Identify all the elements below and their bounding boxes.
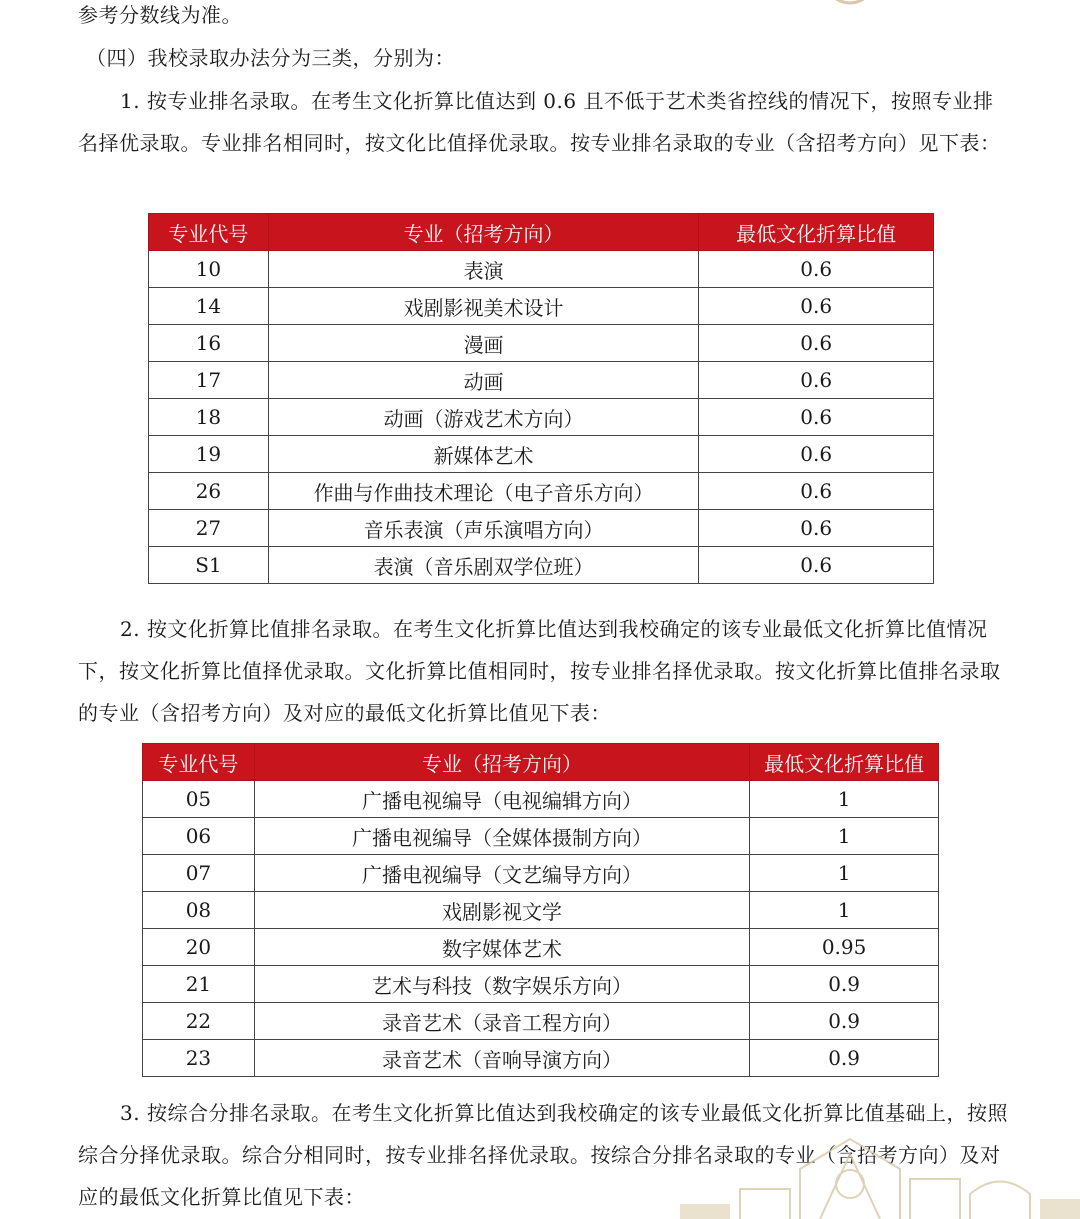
table-row [149,547,934,584]
section-heading: （四）我校录取办法分为三类，分别为： [86,46,455,70]
table-row [149,251,934,288]
table-row [143,929,939,966]
table-row [143,1003,939,1040]
table-row [149,510,934,547]
table-row [143,855,939,892]
cell-min-ratio: 0.6 [699,251,934,288]
table-row [149,436,934,473]
cell-min-ratio: 0.6 [699,362,934,399]
column-header-code: 专业代号 [143,744,255,781]
table-row [143,1040,939,1077]
cell-major: 数字媒体艺术 [254,929,749,966]
cell-code: 23 [143,1040,255,1077]
method-1-paragraph: 1. 按专业排名录取。在考生文化折算比值达到 0.6 且不低于艺术类省控线的情况下，按照专业排名择优录取。专业排名相同时，按文化比值择优录取。按专业排名录取的专业（含招考方向）见下表： [78,89,1001,155]
table-row [149,325,934,362]
cell-major: 作曲与作曲技术理论（电子音乐方向） [268,473,698,510]
cell-code: 18 [149,399,269,436]
table-row [143,818,939,855]
cell-code: 08 [143,892,255,929]
cell-major: 音乐表演（声乐演唱方向） [268,510,698,547]
cell-major: 广播电视编导（全媒体摄制方向） [254,818,749,855]
cell-major: 动画 [268,362,698,399]
cell-code: 27 [149,510,269,547]
cell-major: 戏剧影视文学 [254,892,749,929]
cell-code: 20 [143,929,255,966]
cell-major: 录音艺术（音响导演方向） [254,1040,749,1077]
cell-min-ratio: 1 [750,781,939,818]
cell-code: 22 [143,1003,255,1040]
cell-min-ratio: 0.6 [699,510,934,547]
cell-major: 广播电视编导（文艺编导方向） [254,855,749,892]
column-header-min-ratio: 最低文化折算比值 [750,744,939,781]
table-row [143,781,939,818]
cell-major: 动画（游戏艺术方向） [268,399,698,436]
cell-min-ratio: 1 [750,892,939,929]
table-row [143,966,939,1003]
column-header-min-ratio: 最低文化折算比值 [699,214,934,251]
table-row [149,473,934,510]
decorative-emblem-icon [830,0,870,10]
cell-min-ratio: 0.9 [750,1040,939,1077]
cell-code: 26 [149,473,269,510]
table-row [149,362,934,399]
cell-min-ratio: 0.6 [699,473,934,510]
table-professional-ranking [148,213,934,584]
cell-major: 漫画 [268,325,698,362]
cell-code: 14 [149,288,269,325]
cell-major: 表演 [268,251,698,288]
column-header-major: 专业（招考方向） [254,744,749,781]
cell-code: 19 [149,436,269,473]
cell-major: 新媒体艺术 [268,436,698,473]
table-row [143,892,939,929]
cell-major: 录音艺术（录音工程方向） [254,1003,749,1040]
cell-min-ratio: 1 [750,818,939,855]
campus-building-watermark-icon [620,1099,1080,1219]
cell-code: 16 [149,325,269,362]
cell-code: 17 [149,362,269,399]
cell-min-ratio: 0.6 [699,436,934,473]
cell-min-ratio: 0.6 [699,288,934,325]
cell-code: 06 [143,818,255,855]
table-row [149,399,934,436]
cell-code: 05 [143,781,255,818]
cell-code: 10 [149,251,269,288]
cell-code: 07 [143,855,255,892]
cell-major: 戏剧影视美术设计 [268,288,698,325]
cell-min-ratio: 0.95 [750,929,939,966]
method-2-paragraph: 2. 按文化折算比值排名录取。在考生文化折算比值达到我校确定的该专业最低文化折算比值情况下，按文化折算比值择优录取。文化折算比值相同时，按专业排名择优录取。按文化折算比值排名录取的专业（含招考方向）及对应的最低文化折算比值见下表： [78,617,1001,725]
cell-min-ratio: 0.9 [750,966,939,1003]
table-culture-ratio-ranking [142,743,939,1077]
intro-line: 参考分数线为准。 [78,3,242,27]
cell-min-ratio: 1 [750,855,939,892]
table-header-row [143,744,939,781]
table-row [149,288,934,325]
cell-major: 艺术与科技（数字娱乐方向） [254,966,749,1003]
column-header-code: 专业代号 [149,214,269,251]
table-header-row [149,214,934,251]
method-3-paragraph: 3. 按综合分排名录取。在考生文化折算比值达到我校确定的该专业最低文化折算比值基础上，按照综合分择优录取。综合分相同时，按专业排名择优录取。按综合分排名录取的专业（含招考方向）及对应的最低文化折算比值见下表： [78,1101,1008,1209]
cell-code: S1 [149,547,269,584]
cell-min-ratio: 0.9 [750,1003,939,1040]
cell-code: 21 [143,966,255,1003]
cell-major: 广播电视编导（电视编辑方向） [254,781,749,818]
cell-min-ratio: 0.6 [699,399,934,436]
cell-min-ratio: 0.6 [699,325,934,362]
cell-major: 表演（音乐剧双学位班） [268,547,698,584]
column-header-major: 专业（招考方向） [268,214,698,251]
cell-min-ratio: 0.6 [699,547,934,584]
